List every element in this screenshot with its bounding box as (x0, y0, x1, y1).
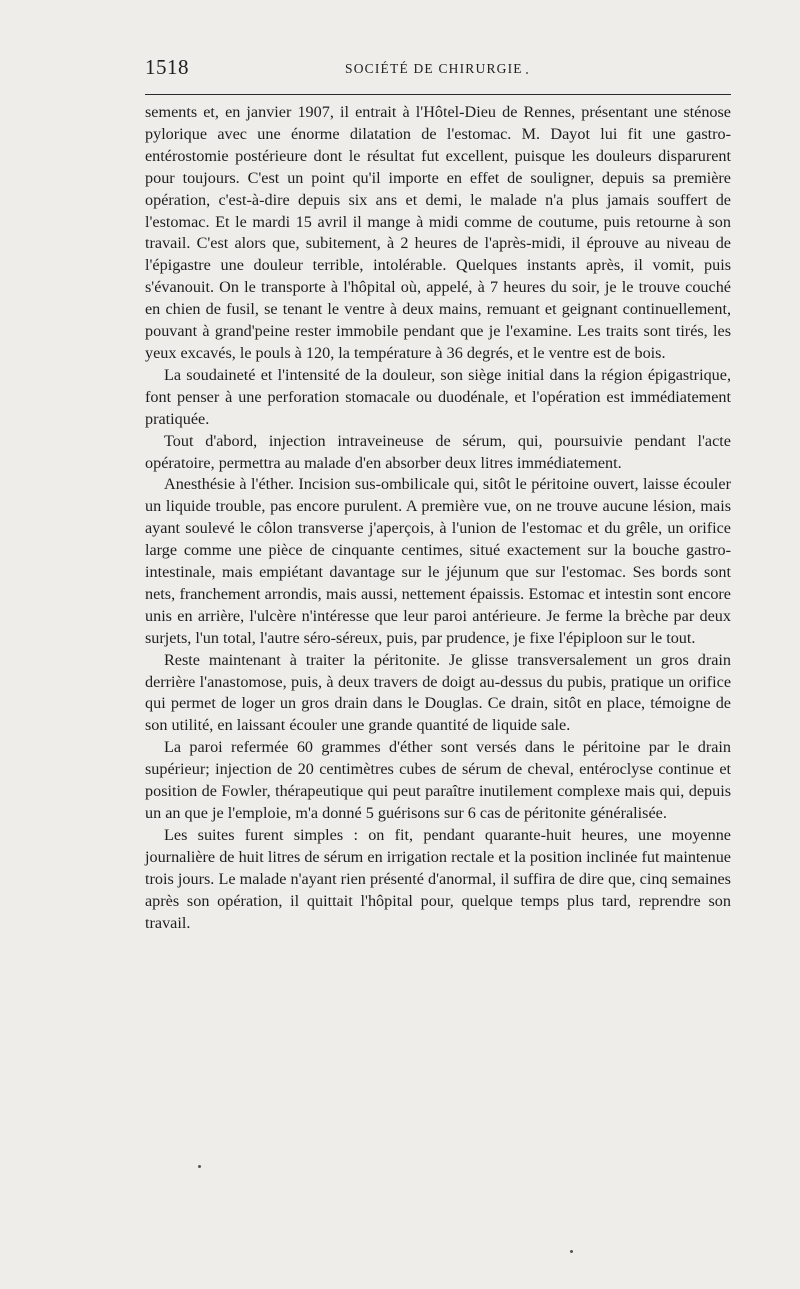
page-number: 1518 (145, 55, 189, 79)
print-speck (526, 72, 528, 74)
page-header (145, 55, 731, 87)
print-speck (198, 1165, 201, 1168)
paragraph: La paroi refermée 60 grammes d'éther sont versés dans le péritoine par le drain supérieur; injection de 20 centimètres cubes de sérum de cheval, entéroclyse continue et position de Fowler, thérapeutique qui peut paraître inutilement complexe mais qui, depuis un an que je l'emploie, m'a donné 5 guérisons sur 6 cas de péritonite généralisée. (145, 738, 731, 822)
header-rule (145, 94, 731, 95)
paragraph: sements et, en janvier 1907, il entrait à l'Hôtel-Dieu de Rennes, présentant une sténose pylorique avec une énorme dilatation de l'estomac. M. Dayot lui fit une gastro-entérostomie postérieure dont le résultat fut excellent, puisque les douleurs disparurent pour toujours. C'est un point qu'il importe en effet de souligner, depuis sa première opération, c'est-à-dire depuis six ans et demi, le malade n'a plus jamais souffert de l'estomac. Et le mardi 15 avril il mange à midi comme de coutume, puis retourne à son travail. C'est alors que, subitement, à 2 heures de l'après-midi, il éprouve au niveau de l'épigastre une douleur terrible, intolérable. Quelques instants après, il vomit, puis s'évanouit. On le transporte à l'hôpital où, appelé, à 7 heures du soir, je le trouve couché en chien de fusil, se tenant le ventre à deux mains, remuant et geignant continuellement, pouvant à grand'peine rester immobile pendant que je l'examine. Les traits sont tirés, les yeux excavés, le pouls à 120, la température à 36 degrés, et le ventre est de bois. (145, 103, 731, 362)
paragraph: Les suites furent simples : on fit, pendant quarante-huit heures, une moyenne journalière de huit litres de sérum en irrigation rectale et la position inclinée fut maintenue trois jours. Le malade n'ayant rien présenté d'anormal, il suffira de dire que, cinq semaines après son opération, il quittait l'hôpital pour, quelque temps plus tard, reprendre son travail. (145, 825, 731, 932)
paragraph: Anesthésie à l'éther. Incision sus-ombilicale qui, sitôt le péritoine ouvert, laisse écouler un liquide trouble, pas encore purulent. A première vue, on ne trouve aucune lésion, mais ayant soulevé le côlon transverse j'aperçois, à l'union de l'estomac et du grêle, un orifice large comme une pièce de cinquante centimes, situé exactement sur la bouche gastro-intestinale, mais empiétant davantage sur le jéjunum que sur l'estomac. Ses bords sont nets, franchement arrondis, mais aussi, nettement épaissis. Estomac et intestin sont encore unis en arrière, l'ulcère n'intéresse que leur paroi antérieure. Je ferme la brèche par deux surjets, l'un total, l'autre séro-séreux, puis, par prudence, je fixe l'épiploon sur le tout. (145, 475, 731, 647)
body-text (145, 102, 731, 934)
paragraph: Tout d'abord, injection intraveineuse de sérum, qui, poursuivie pendant l'acte opératoire, permettra au malade d'en absorber deux litres immédiatement. (145, 431, 731, 472)
paragraph: La soudaineté et l'intensité de la douleur, son siège initial dans la région épigastrique, font penser à une perforation stomacale ou duodénale, et l'opération est immédiatement pratiquée. (145, 365, 731, 428)
running-title: SOCIÉTÉ DE CHIRURGIE (345, 61, 523, 76)
print-speck (570, 1250, 573, 1253)
paragraph: Reste maintenant à traiter la péritonite. Je glisse transversalement un gros drain derrière l'anastomose, puis, à deux travers de doigt au-dessus du pubis, pratique un orifice qui permet de loger un gros drain dans le Douglas. Ce drain, sitôt en place, témoigne de son utilité, en laissant écouler une grande quantité de liquide sale. (145, 650, 731, 735)
